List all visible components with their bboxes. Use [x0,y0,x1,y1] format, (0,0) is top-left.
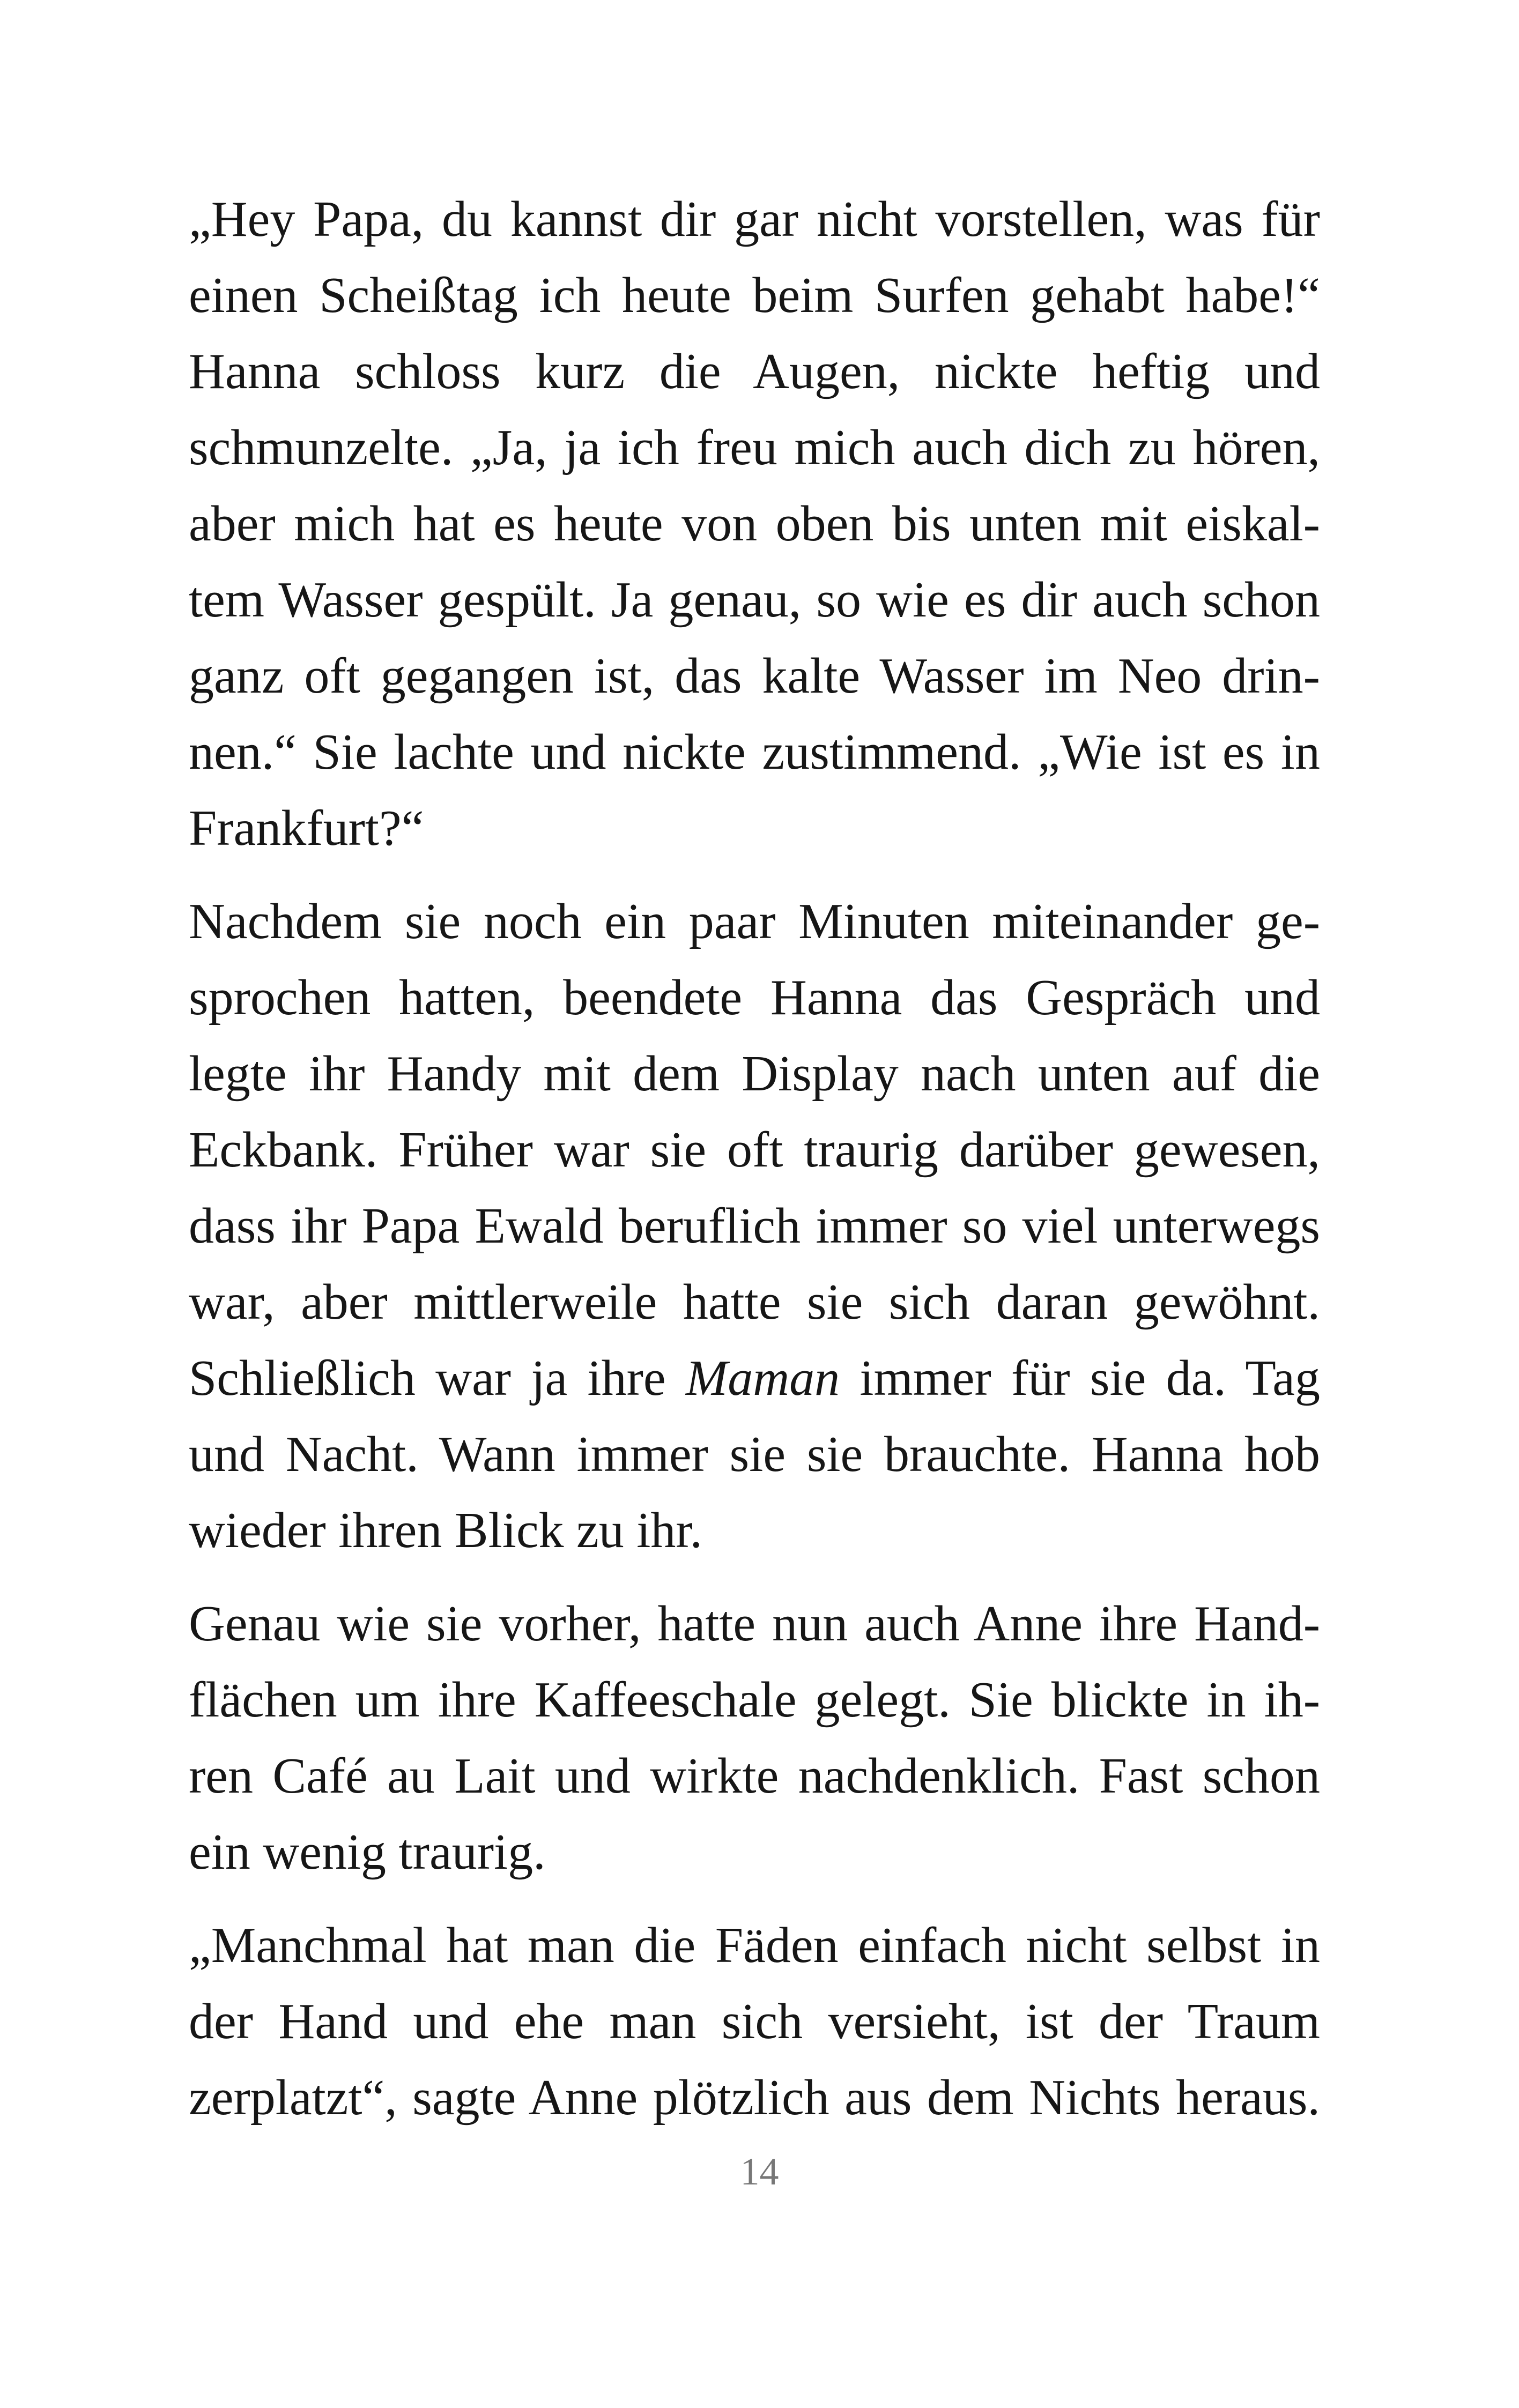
text-line: wieder ihren Blick zu ihr. [189,1503,702,1558]
paragraph [189,883,1320,1569]
text-line: legte ihr Handy mit dem Display nach unten auf die [189,1046,1320,1102]
body-text [189,181,1320,2153]
italic-word: Maman [685,1350,840,1406]
text-line: einen Scheißtag ich heute beim Surfen gehabt habe!“ [189,267,1320,323]
text-line: sprochen hatten, beendete Hanna das Gespräch und [189,970,1320,1025]
text-line: ganz oft gegangen ist, das kalte Wasser im Neo drin- [189,648,1320,704]
text-line: ein wenig traurig. [189,1824,546,1880]
paragraph [189,1586,1320,1890]
text-line: flächen um ihre Kaffeeschale gelegt. Sie blickte in ih- [189,1672,1320,1728]
text-line: Hanna schloss kurz die Augen, nickte heftig und [189,344,1320,399]
text-line: war, aber mittlerweile hatte sie sich daran gewöhnt. [189,1274,1320,1330]
text-run: immer für sie da. Tag [840,1350,1321,1406]
text-line: nen.“ Sie lachte und nickte zustimmend. „Wie ist es in [189,724,1320,780]
text-line: Nachdem sie noch ein paar Minuten miteinander ge- [189,894,1320,949]
text-line: Genau wie sie vorher, hatte nun auch Anne ihre Hand- [189,1596,1320,1652]
paragraph [189,181,1320,866]
text-line: und Nacht. Wann immer sie sie brauchte. Hanna hob [189,1426,1320,1482]
page-number: 14 [740,2150,779,2193]
text-run: Schließlich war ja ihre [189,1350,686,1406]
text-line: Eckbank. Früher war sie oft traurig darüber gewesen, [189,1122,1320,1178]
text-line-with-italic [189,1340,1320,1416]
text-line: tem Wasser gespült. Ja genau, so wie es dir auch schon [189,572,1320,628]
text-line: der Hand und ehe man sich versieht, ist der Traum [189,1994,1320,2049]
paragraph [189,1907,1320,2136]
text-line: „Manchmal hat man die Fäden einfach nicht selbst in [189,1918,1320,1973]
text-line: Frankfurt?“ [189,800,424,856]
text-line: aber mich hat es heute von oben bis unten mit eiskal- [189,496,1320,552]
text-line: ren Café au Lait und wirkte nachdenklich. Fast schon [189,1748,1320,1804]
text-line: „Hey Papa, du kannst dir gar nicht vorstellen, was für [189,191,1320,247]
text-line: dass ihr Papa Ewald beruflich immer so viel unterwegs [189,1198,1320,1254]
text-line: zerplatzt“, sagte Anne plötzlich aus dem Nichts heraus. [189,2070,1320,2125]
text-line: schmunzelte. „Ja, ja ich freu mich auch dich zu hören, [189,420,1320,475]
